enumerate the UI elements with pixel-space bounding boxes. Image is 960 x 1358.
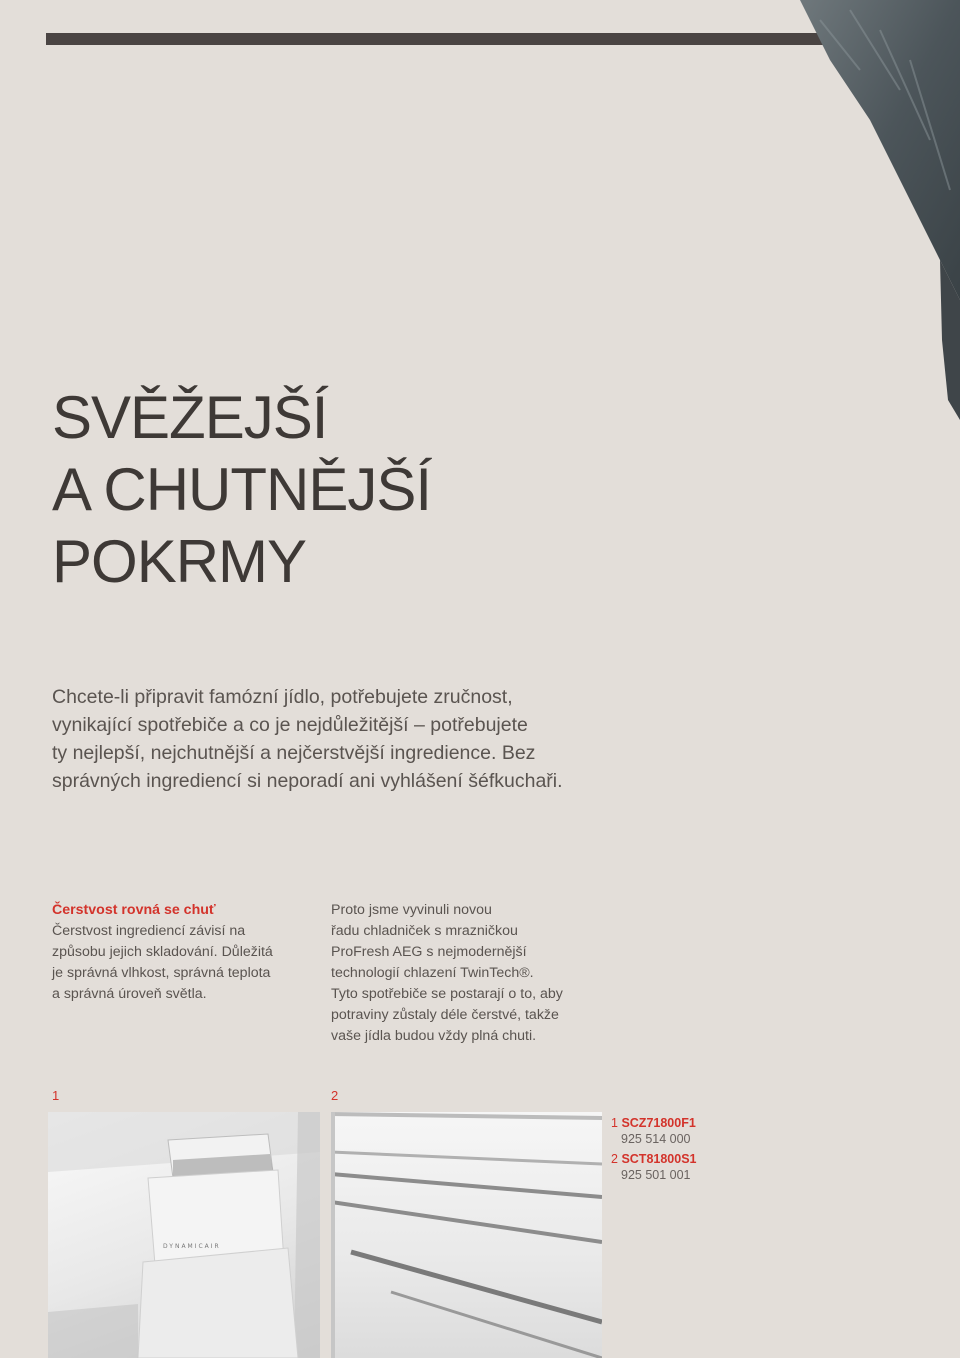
fridge-interior-photo-1	[48, 1112, 320, 1358]
body-line: vaše jídla budou vždy plná chuti.	[331, 1028, 537, 1044]
intro-line: Chcete-li připravit famózní jídlo, potřebujete zručnost,	[52, 686, 513, 708]
glass-shelves-illustration	[331, 1112, 602, 1358]
product-code: 925 501 001	[621, 1168, 691, 1182]
body-line: způsobu jejich skladování. Důležitá	[52, 944, 273, 960]
product-list	[611, 1115, 697, 1183]
headline-line: A CHUTNĚJŠÍ	[52, 456, 432, 523]
product-item	[611, 1115, 697, 1131]
body-line: řadu chladniček s mrazničkou	[331, 923, 518, 939]
body-line: je správná vlhkost, správná teplota	[52, 965, 271, 981]
product-item	[611, 1151, 697, 1167]
figure-1-number: 1	[52, 1088, 60, 1103]
intro-paragraph	[52, 683, 612, 795]
product-number: 2	[611, 1152, 618, 1166]
body-line: ProFresh AEG s nejmodernější	[331, 944, 527, 960]
body-line: potraviny zůstaly déle čerstvé, takže	[331, 1007, 559, 1023]
product-code: 925 514 000	[621, 1132, 691, 1146]
dynamicair-unit-illustration	[48, 1112, 320, 1358]
body-line: a správná úroveň světla.	[52, 986, 207, 1002]
intro-line: ty nejlepší, nejchutnější a nejčerstvější ingredience. Bez	[52, 742, 536, 764]
profresh-column	[331, 900, 591, 1047]
marble-surface-corner	[790, 0, 960, 420]
body-line: Tyto spotřebiče se postarají o to, aby	[331, 986, 563, 1002]
product-model: SCT81800S1	[621, 1152, 697, 1166]
headline-line: POKRMY	[52, 528, 307, 595]
intro-line: vynikající spotřebiče a co je nejdůležitější – potřebujete	[52, 714, 528, 736]
intro-line: správných ingrediencí si neporadí ani vyhlášení šéfkuchaři.	[52, 770, 563, 792]
body-line: Proto jsme vyvinuli novou	[331, 902, 492, 918]
product-number: 1	[611, 1116, 618, 1130]
body-line: Čerstvost ingrediencí závisí na	[52, 923, 246, 939]
page-headline	[52, 382, 431, 598]
freshness-column	[52, 900, 302, 1005]
headline-line: SVĚŽEJŠÍ	[52, 384, 328, 451]
body-line: technologií chlazení TwinTech®.	[331, 965, 534, 981]
figure-2-number: 2	[331, 1088, 339, 1103]
freshness-heading: Čerstvost rovná se chuť	[52, 902, 216, 918]
product-model: SCZ71800F1	[621, 1116, 696, 1130]
top-rule	[46, 33, 866, 45]
fridge-interior-photo-2	[331, 1112, 602, 1358]
dynamicair-label: DYNAMICAIR	[163, 1243, 221, 1250]
